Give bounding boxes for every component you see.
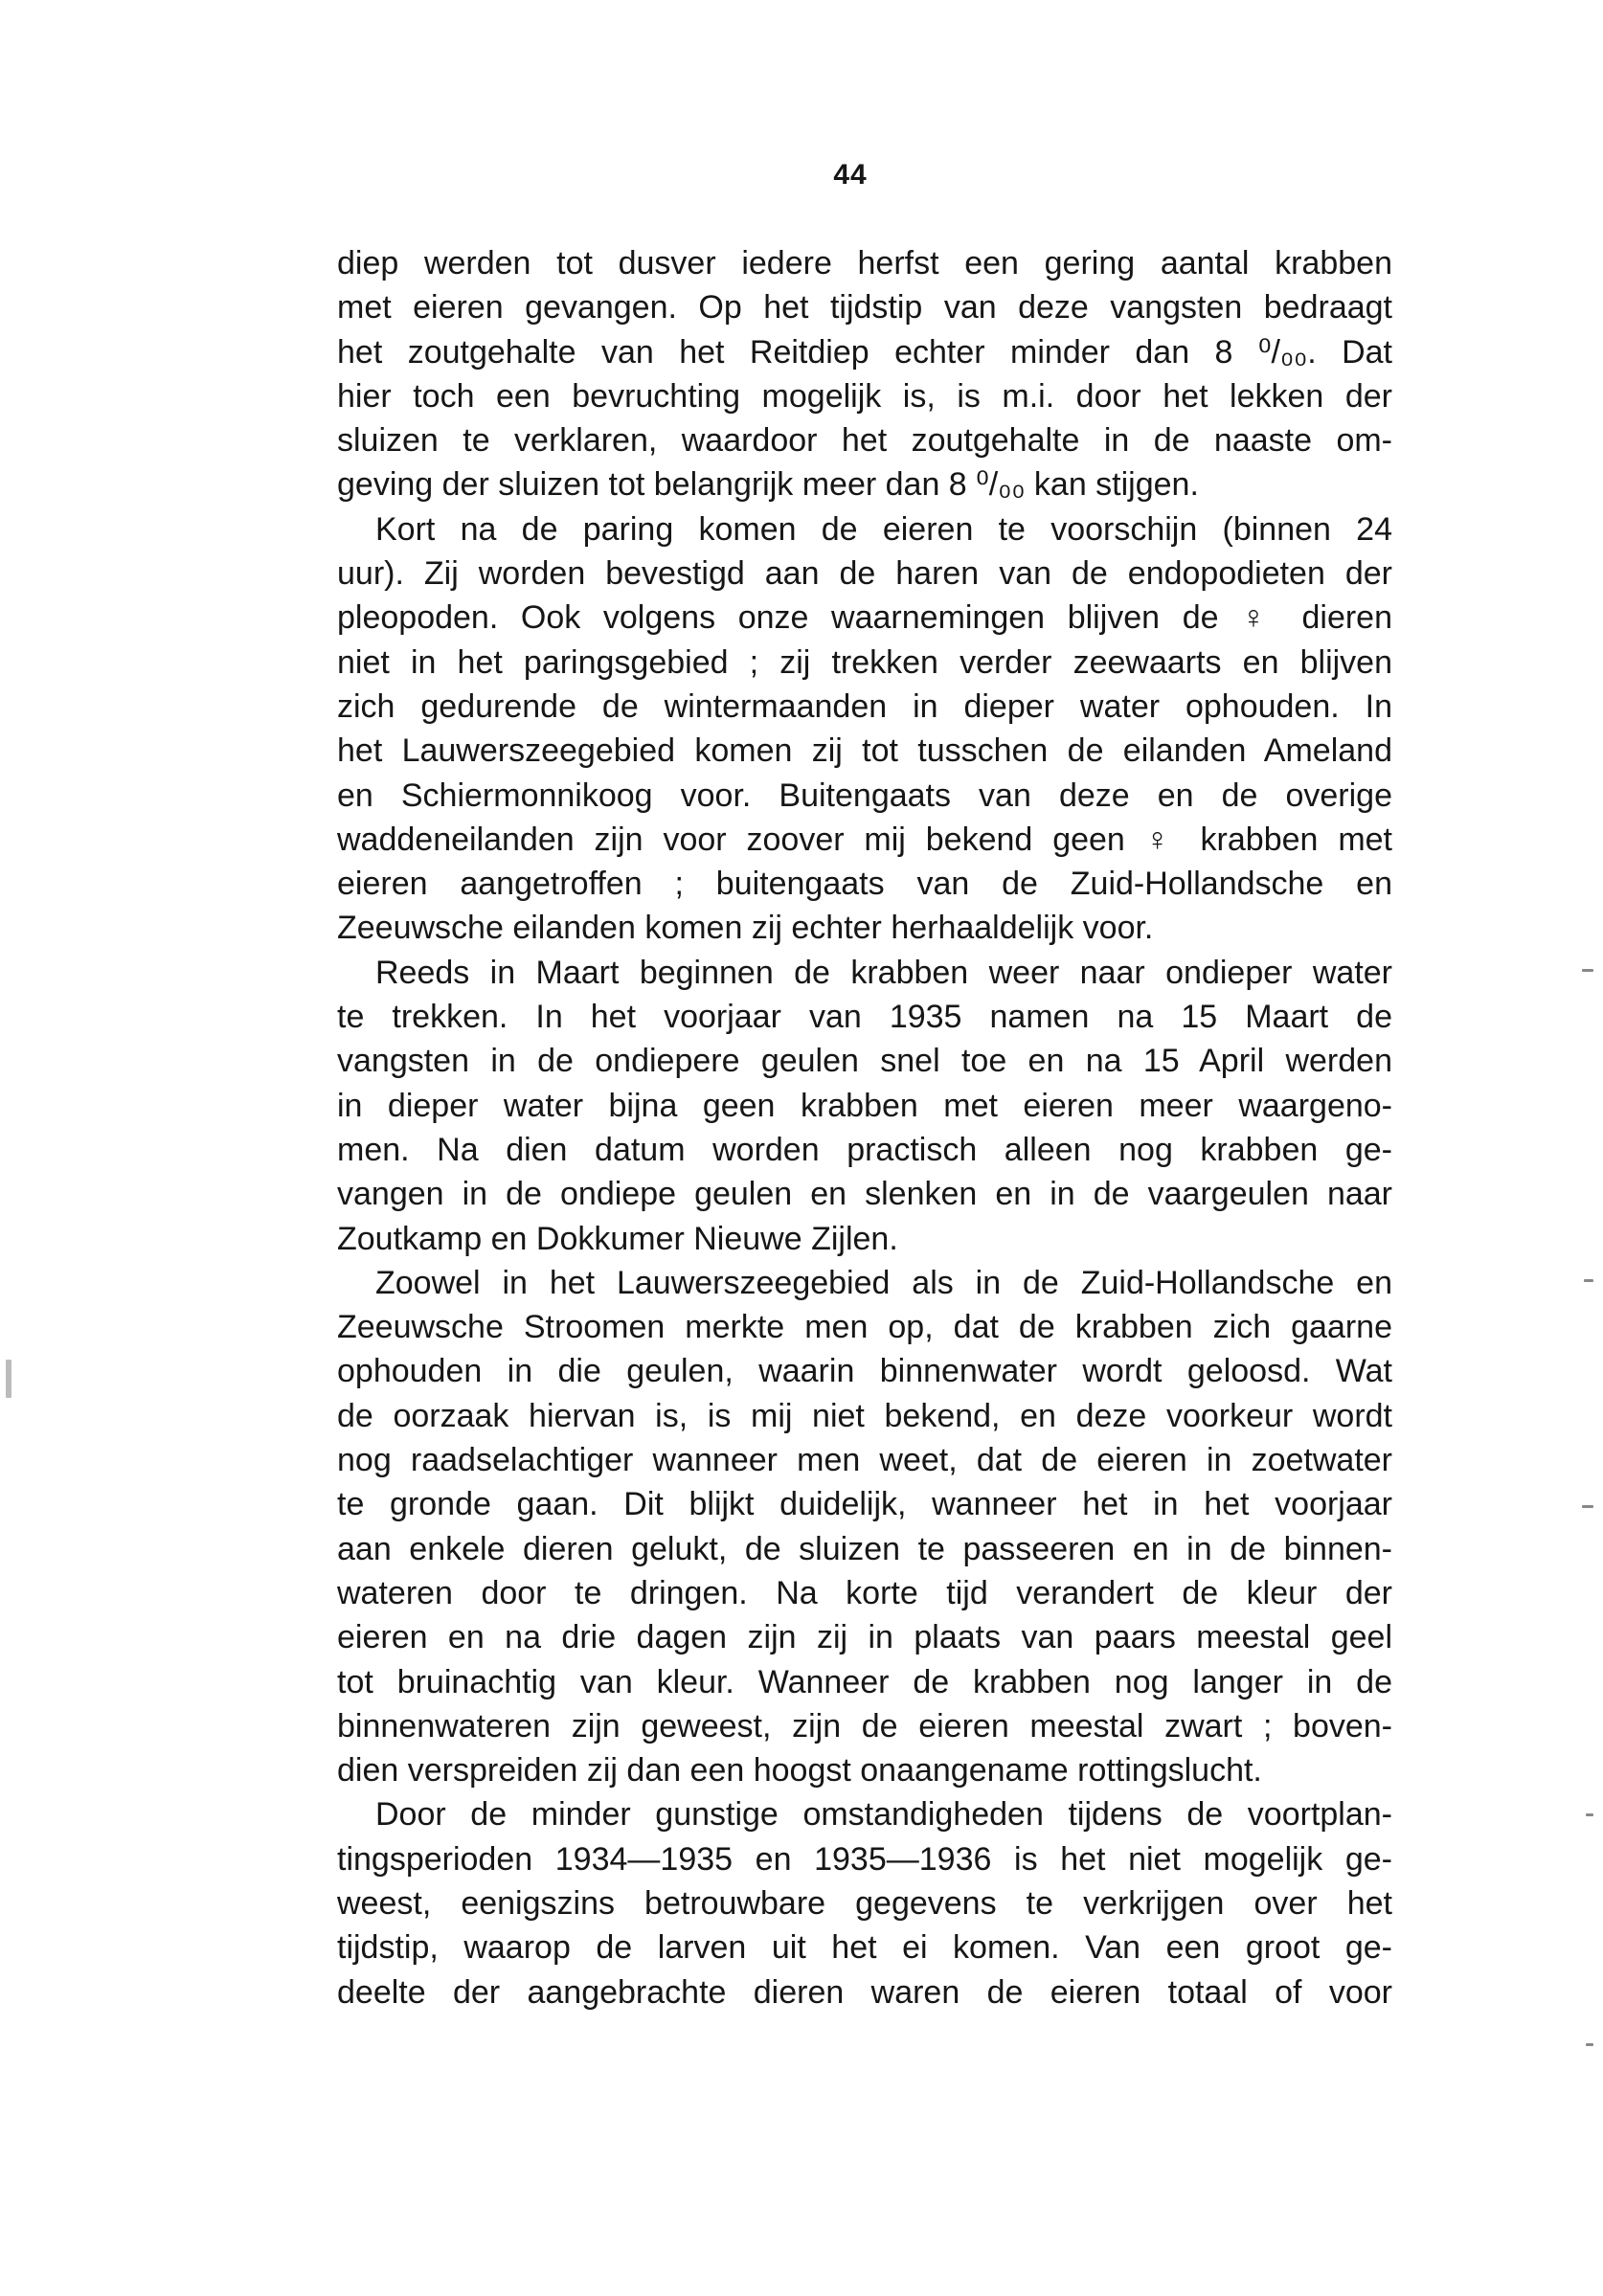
text-line: te trekken. In het voorjaar van 1935 namen na 15 Maart de	[337, 999, 1392, 1036]
text-line: deelte der aangebrachte dieren waren de eieren totaal of voor	[337, 1973, 1392, 2011]
body-text	[337, 241, 1392, 2015]
text-line: dien verspreiden zij dan een hoogst onaangename rottingslucht.	[337, 1752, 1262, 1790]
scan-speck	[1582, 1505, 1593, 1508]
text-line: de oorzaak hiervan is, is mij niet bekend, en deze voorkeur wordt	[337, 1397, 1392, 1434]
text-line: waddeneilanden zijn voor zoover mij bekend geen ♀ krabben met	[337, 821, 1392, 858]
text-line: met eieren gevangen. Op het tijdstip van deze vangsten bedraagt	[337, 289, 1392, 326]
page-number: 44	[833, 159, 868, 191]
text-line: Zeeuwsche Stroomen merkte men op, dat de krabben zich gaarne	[337, 1309, 1392, 1346]
text-line: diep werden tot dusver iedere herfst een gering aantal krabben	[337, 245, 1392, 281]
text-line: nog raadselachtiger wanneer men weet, dat de eieren in zoetwater	[337, 1442, 1392, 1479]
text-line: tingsperioden 1934—1935 en 1935—1936 is het niet mogelijk ge-	[337, 1840, 1392, 1878]
text-line: hier toch een bevruchting mogelijk is, is m.i. door het lekken der	[337, 377, 1392, 415]
text-line: vangen in de ondiepe geulen en slenken en in de vaargeulen naar	[337, 1176, 1392, 1213]
scan-speck	[6, 1360, 11, 1398]
text-line: geving der sluizen tot belangrijk meer dan 8 ⁰/₀₀ kan stijgen.	[337, 466, 1199, 504]
text-line: vangsten in de ondiepere geulen snel toe en na 15 April werden	[337, 1043, 1392, 1080]
scan-speck	[1582, 969, 1593, 972]
scan-speck	[1586, 1813, 1593, 1816]
text-line: eieren en na drie dagen zijn zij in plaats van paars meestal geel	[337, 1619, 1392, 1656]
text-line: het zoutgehalte van het Reitdiep echter minder dan 8 ⁰/₀₀. Dat	[337, 333, 1392, 371]
text-line: zich gedurende de wintermaanden in dieper water ophouden. In	[337, 687, 1392, 725]
text-line: Door de minder gunstige omstandigheden tijdens de voortplan-	[375, 1796, 1392, 1834]
text-line: Zoutkamp en Dokkumer Nieuwe Zijlen.	[337, 1220, 898, 1257]
text-line: aan enkele dieren gelukt, de sluizen te passeeren en in de binnen-	[337, 1530, 1392, 1567]
text-line: Kort na de paring komen de eieren te voorschijn (binnen 24	[375, 510, 1392, 548]
text-line: binnenwateren zijn geweest, zijn de eieren meestal zwart ; boven-	[337, 1707, 1392, 1745]
text-line: Zeeuwsche eilanden komen zij echter herhaaldelijk voor.	[337, 910, 1154, 947]
text-line: men. Na dien datum worden practisch alleen nog krabben ge-	[337, 1131, 1392, 1168]
text-line: Zoowel in het Lauwerszeegebied als in de Zuid-Hollandsche en	[375, 1264, 1392, 1301]
text-line: het Lauwerszeegebied komen zij tot tusschen de eilanden Ameland	[337, 732, 1392, 770]
text-line: wateren door te dringen. Na korte tijd verandert de kleur der	[337, 1574, 1392, 1611]
text-line: ophouden in die geulen, waarin binnenwater wordt geloosd. Wat	[337, 1353, 1392, 1390]
scan-speck	[1584, 1279, 1593, 1282]
text-line: Reeds in Maart beginnen de krabben weer naar ondieper water	[375, 954, 1392, 991]
text-line: tot bruinachtig van kleur. Wanneer de krabben nog langer in de	[337, 1663, 1392, 1700]
text-line: eieren aangetroffen ; buitengaats van de Zuid-Hollandsche en	[337, 866, 1392, 903]
text-line: pleopoden. Ook volgens onze waarnemingen blijven de ♀ dieren	[337, 599, 1392, 637]
scan-speck	[1586, 2043, 1593, 2046]
text-line: niet in het paringsgebied ; zij trekken verder zeewaarts en blijven	[337, 643, 1392, 681]
text-line: uur). Zij worden bevestigd aan de haren van de endopodieten der	[337, 555, 1392, 593]
text-line: in dieper water bijna geen krabben met eieren meer waargeno-	[337, 1087, 1392, 1124]
text-line: weest, eenigszins betrouwbare gegevens te verkrijgen over het	[337, 1884, 1392, 1922]
text-line: te gronde gaan. Dit blijkt duidelijk, wanneer het in het voorjaar	[337, 1486, 1392, 1523]
text-line: en Schiermonnikoog voor. Buitengaats van deze en de overige	[337, 777, 1392, 814]
text-line: sluizen te verklaren, waardoor het zoutgehalte in de naaste om-	[337, 422, 1392, 460]
text-line: tijdstip, waarop de larven uit het ei komen. Van een groot ge-	[337, 1929, 1392, 1967]
